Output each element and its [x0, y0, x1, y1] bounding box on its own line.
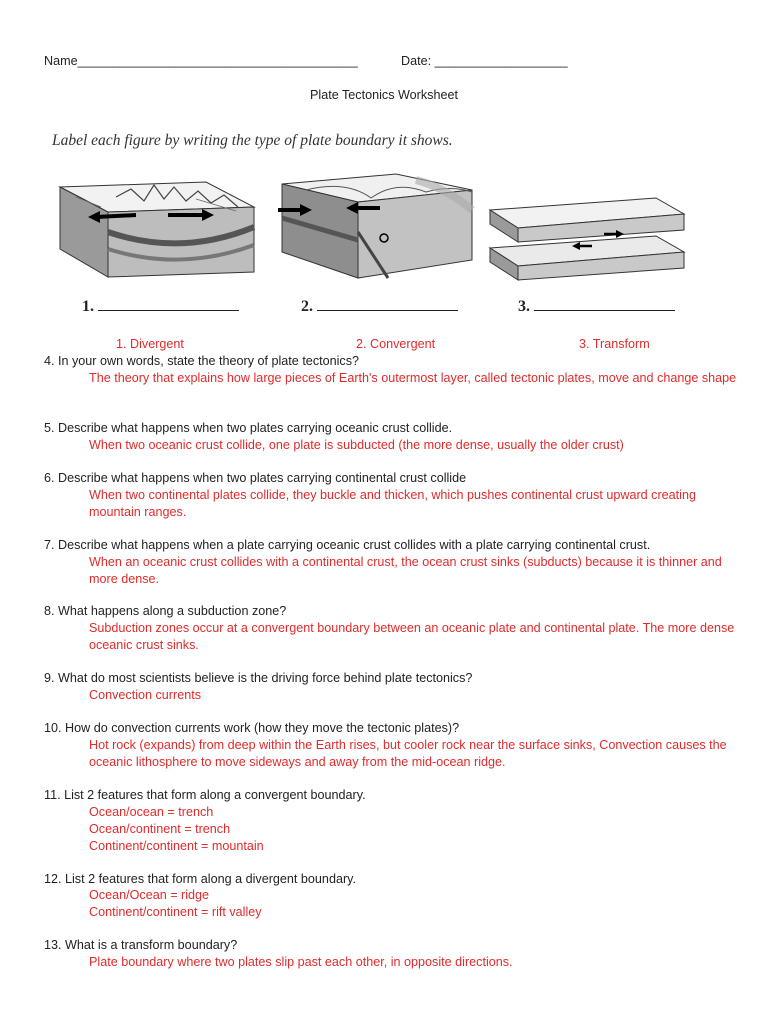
- question-5: 5. Describe what happens when two plates carrying oceanic crust collide.: [44, 421, 453, 435]
- name-field-label: Name________________________________________: [44, 54, 358, 68]
- question-8: 8. What happens along a subduction zone?: [44, 604, 287, 618]
- answer-10: Hot rock (expands) from deep within the Earth rises, but cooler rock near the surface sinks, Convection causes the oceanic lithosphere to move sideways and away from the mid-ocean ridge.: [89, 738, 727, 769]
- answer-7: When an oceanic crust collides with a continental crust, the ocean crust sinks (subducts) because it is thinner and more dense.: [89, 555, 722, 586]
- answer-6: When two continental plates collide, they buckle and thicken, which pushes continental crust upward creating mountain ranges.: [89, 488, 696, 519]
- figure-2-number: 2.: [301, 298, 313, 315]
- question-6: 6. Describe what happens when two plates carrying continental crust collide: [44, 471, 467, 485]
- answer-9: Convection currents: [89, 688, 201, 702]
- answer-11-line-1: Ocean/ocean = trench: [89, 805, 214, 819]
- figure-2-label: [301, 298, 458, 316]
- figure-1-answer: 1. Divergent: [116, 337, 184, 351]
- divergent-boundary-figure: [56, 177, 256, 282]
- convergent-boundary-figure: [276, 170, 476, 285]
- figure-3-number: 3.: [518, 298, 530, 315]
- question-13: 13. What is a transform boundary?: [44, 938, 238, 952]
- answer-11-line-3: Continent/continent = mountain: [89, 839, 264, 853]
- figure-1-label: [82, 298, 239, 316]
- answer-5: When two oceanic crust collide, one plate is subducted (the more dense, usually the older crust): [89, 438, 624, 452]
- figure-3-label: [518, 298, 675, 316]
- answer-12-line-1: Ocean/Ocean = ridge: [89, 888, 210, 902]
- question-11: 11. List 2 features that form along a convergent boundary.: [44, 788, 366, 802]
- answer-8: Subduction zones occur at a convergent boundary between an oceanic plate and continental plate. The more dense oceanic crust sinks.: [89, 621, 735, 652]
- figure-3-blank[interactable]: [534, 309, 675, 311]
- question-4: 4. In your own words, state the theory of plate tectonics?: [44, 354, 360, 368]
- figure-3-answer: 3. Transform: [579, 337, 650, 351]
- transform-boundary-figure: [486, 194, 686, 286]
- figure-1-blank[interactable]: [98, 309, 239, 311]
- instruction-text: Label each figure by writing the type of plate boundary it shows.: [52, 132, 453, 149]
- answer-12-line-2: Continent/continent = rift valley: [89, 905, 262, 919]
- figure-1-number: 1.: [82, 298, 94, 315]
- figure-2-blank[interactable]: [317, 309, 458, 311]
- answer-11-line-2: Ocean/continent = trench: [89, 822, 231, 836]
- figure-2-answer: 2. Convergent: [356, 337, 436, 351]
- question-9: 9. What do most scientists believe is the driving force behind plate tectonics?: [44, 671, 473, 685]
- question-7: 7. Describe what happens when a plate carrying oceanic crust collides with a plate carrying continental crust.: [44, 538, 651, 552]
- answer-4: The theory that explains how large pieces of Earth's outermost layer, called tectonic plates, move and change shape: [89, 371, 737, 385]
- page-title: Plate Tectonics Worksheet: [310, 88, 458, 102]
- date-field-label: Date: ___________________: [401, 54, 568, 68]
- answer-13: Plate boundary where two plates slip past each other, in opposite directions.: [89, 955, 513, 969]
- question-10: 10. How do convection currents work (how they move the tectonic plates)?: [44, 721, 460, 735]
- question-12: 12. List 2 features that form along a divergent boundary.: [44, 872, 357, 886]
